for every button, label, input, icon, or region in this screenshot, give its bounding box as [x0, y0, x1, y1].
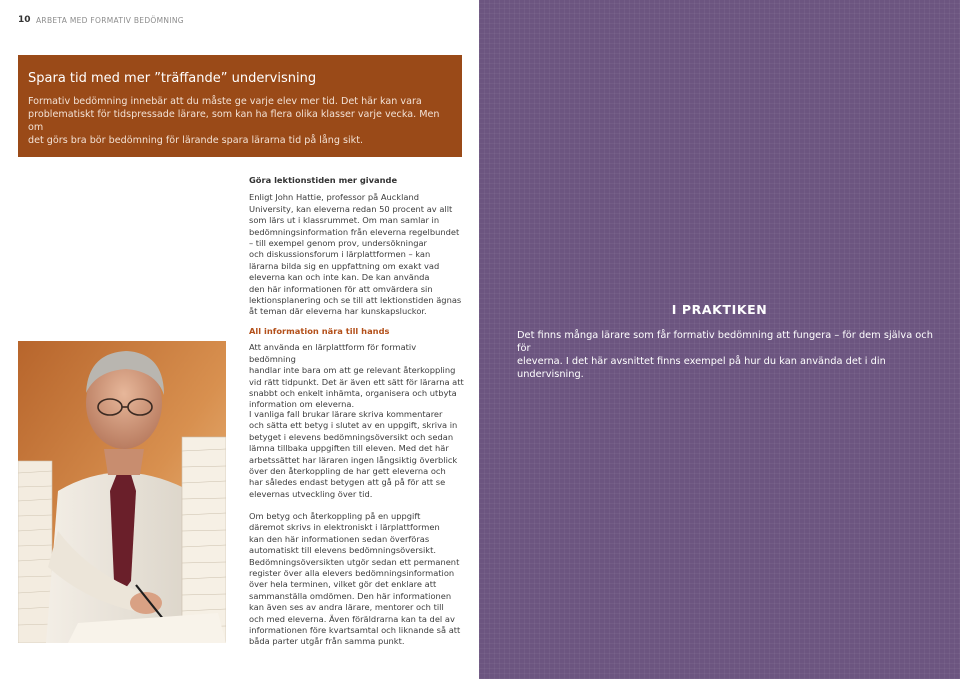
banner-line: Formativ bedömning innebär att du måste ge varje elev mer tid. Det här kan vara [28, 96, 422, 107]
text-line: Om betyg och återkoppling på en uppgift [249, 511, 421, 521]
text-line: vid rätt tidpunkt. Det är även ett sätt för lärarna att [249, 376, 464, 387]
text-line: kan den här informationen sedan överföras [249, 533, 430, 544]
intro-line: eleverna. I det här avsnittet finns exempel på hur du kan använda det i din undervisning. [517, 356, 886, 380]
paragraph-hattie [249, 192, 464, 317]
text-line: som lärs ut i klassrummet. Om man samlar in [249, 215, 440, 226]
text-line: och med eleverna. Även föräldrarna kan ta del av [249, 613, 455, 624]
banner-line: det görs bra bör bedömning för lärande spara lärarna tid på lång sikt. [28, 135, 364, 146]
text-line: över den återkoppling de har gett eleverna och [249, 466, 446, 477]
section-lektionstiden [249, 175, 464, 318]
section-heading-i-praktiken: I PRAKTIKEN [671, 302, 768, 317]
paragraph-kommentarer [249, 409, 464, 500]
subheading-lektionstiden: Göra lektionstiden mer givande [249, 175, 398, 185]
paragraph-larplattform [249, 342, 464, 410]
text-line: och sätta ett betyg i slutet av en uppgift, skriva in [249, 420, 458, 431]
text-line: kan även ses av andra lärare, mentorer och till [249, 602, 444, 613]
banner-text [28, 95, 448, 147]
text-line: den här informationen för att omvärdera sin [249, 283, 433, 294]
running-header: ARBETA MED FORMATIV BEDÖMNING [36, 16, 184, 25]
text-line: Enligt John Hattie, professor på Auckland [249, 192, 420, 203]
text-line: Bedömningsöversikten utgör sedan ett permanent [249, 556, 460, 567]
text-line: lärarna bilda sig en uppfattning om exakt vad [249, 260, 440, 271]
text-line: och diskussionsforum i lärplattformen – kan [249, 249, 431, 260]
right-page [479, 0, 960, 679]
intro-banner [18, 55, 462, 157]
text-line: åt teman där eleverna har kunskapsluckor. [249, 306, 427, 317]
text-line: I vanliga fall brukar lärare skriva kommentarer [249, 409, 443, 419]
banner-title: Spara tid med mer ”träffande” undervisning [28, 71, 317, 86]
text-line: automatiskt till elevens bedömningsöversikt. [249, 545, 436, 556]
text-line: bedömningsinformation från eleverna regelbundet [249, 226, 460, 237]
text-line: lämna tillbaka uppgiften till eleven. Med det här [249, 443, 449, 454]
section-intro-text [517, 329, 937, 381]
text-line: däremot skrivs in elektroniskt i lärplattformen [249, 522, 440, 533]
text-line: betyget i elevens bedömningsöversikt och sedan [249, 431, 454, 442]
text-line: båda parter utgår från samma punkt. [249, 636, 405, 647]
intro-line: Det finns många lärare som får formativ bedömning att fungera – för dem själva och för [517, 330, 933, 354]
text-line: har således endast betygen att gå på för att se [249, 477, 446, 488]
text-line: arbetssättet har läraren ingen långsiktig överblick [249, 454, 458, 465]
subheading-information: All information nära till hands [249, 326, 390, 336]
page-number: 10 [18, 15, 31, 25]
text-line: lektionsplanering och se till att lektionstiden ägnas [249, 295, 462, 306]
text-line: Att använda en lärplattform för formativ bedömning [249, 342, 417, 364]
banner-line: problematiskt för tidspressade lärare, som kan ha flera olika klasser varje vecka. Men om [28, 109, 440, 133]
text-line: sammanställa omdömen. Den här informationen [249, 590, 452, 601]
text-line: handlar inte bara om att ge relevant återkoppling [249, 365, 456, 376]
text-line: University, kan eleverna redan 50 procent av allt [249, 203, 453, 214]
teacher-photo [18, 341, 226, 643]
text-line: information om eleverna. [249, 399, 355, 410]
text-line: informationen före kvartsamtal och liknande så att [249, 625, 461, 636]
text-line: eleverna kan och inte kan. De kan använda [249, 272, 430, 283]
text-line: över hela terminen, vilket gör det enklare att [249, 579, 437, 590]
left-page [0, 0, 479, 679]
text-line: – till exempel genom prov, undersökningar [249, 238, 427, 249]
paragraph-elektroniskt [249, 511, 464, 648]
text-line: snabbt och enkelt inhämta, organisera och utbyta [249, 388, 457, 399]
text-line: register över alla elevers bedömningsinformation [249, 568, 455, 579]
text-line: elevernas utveckling över tid. [249, 488, 373, 499]
section-information [249, 326, 464, 411]
